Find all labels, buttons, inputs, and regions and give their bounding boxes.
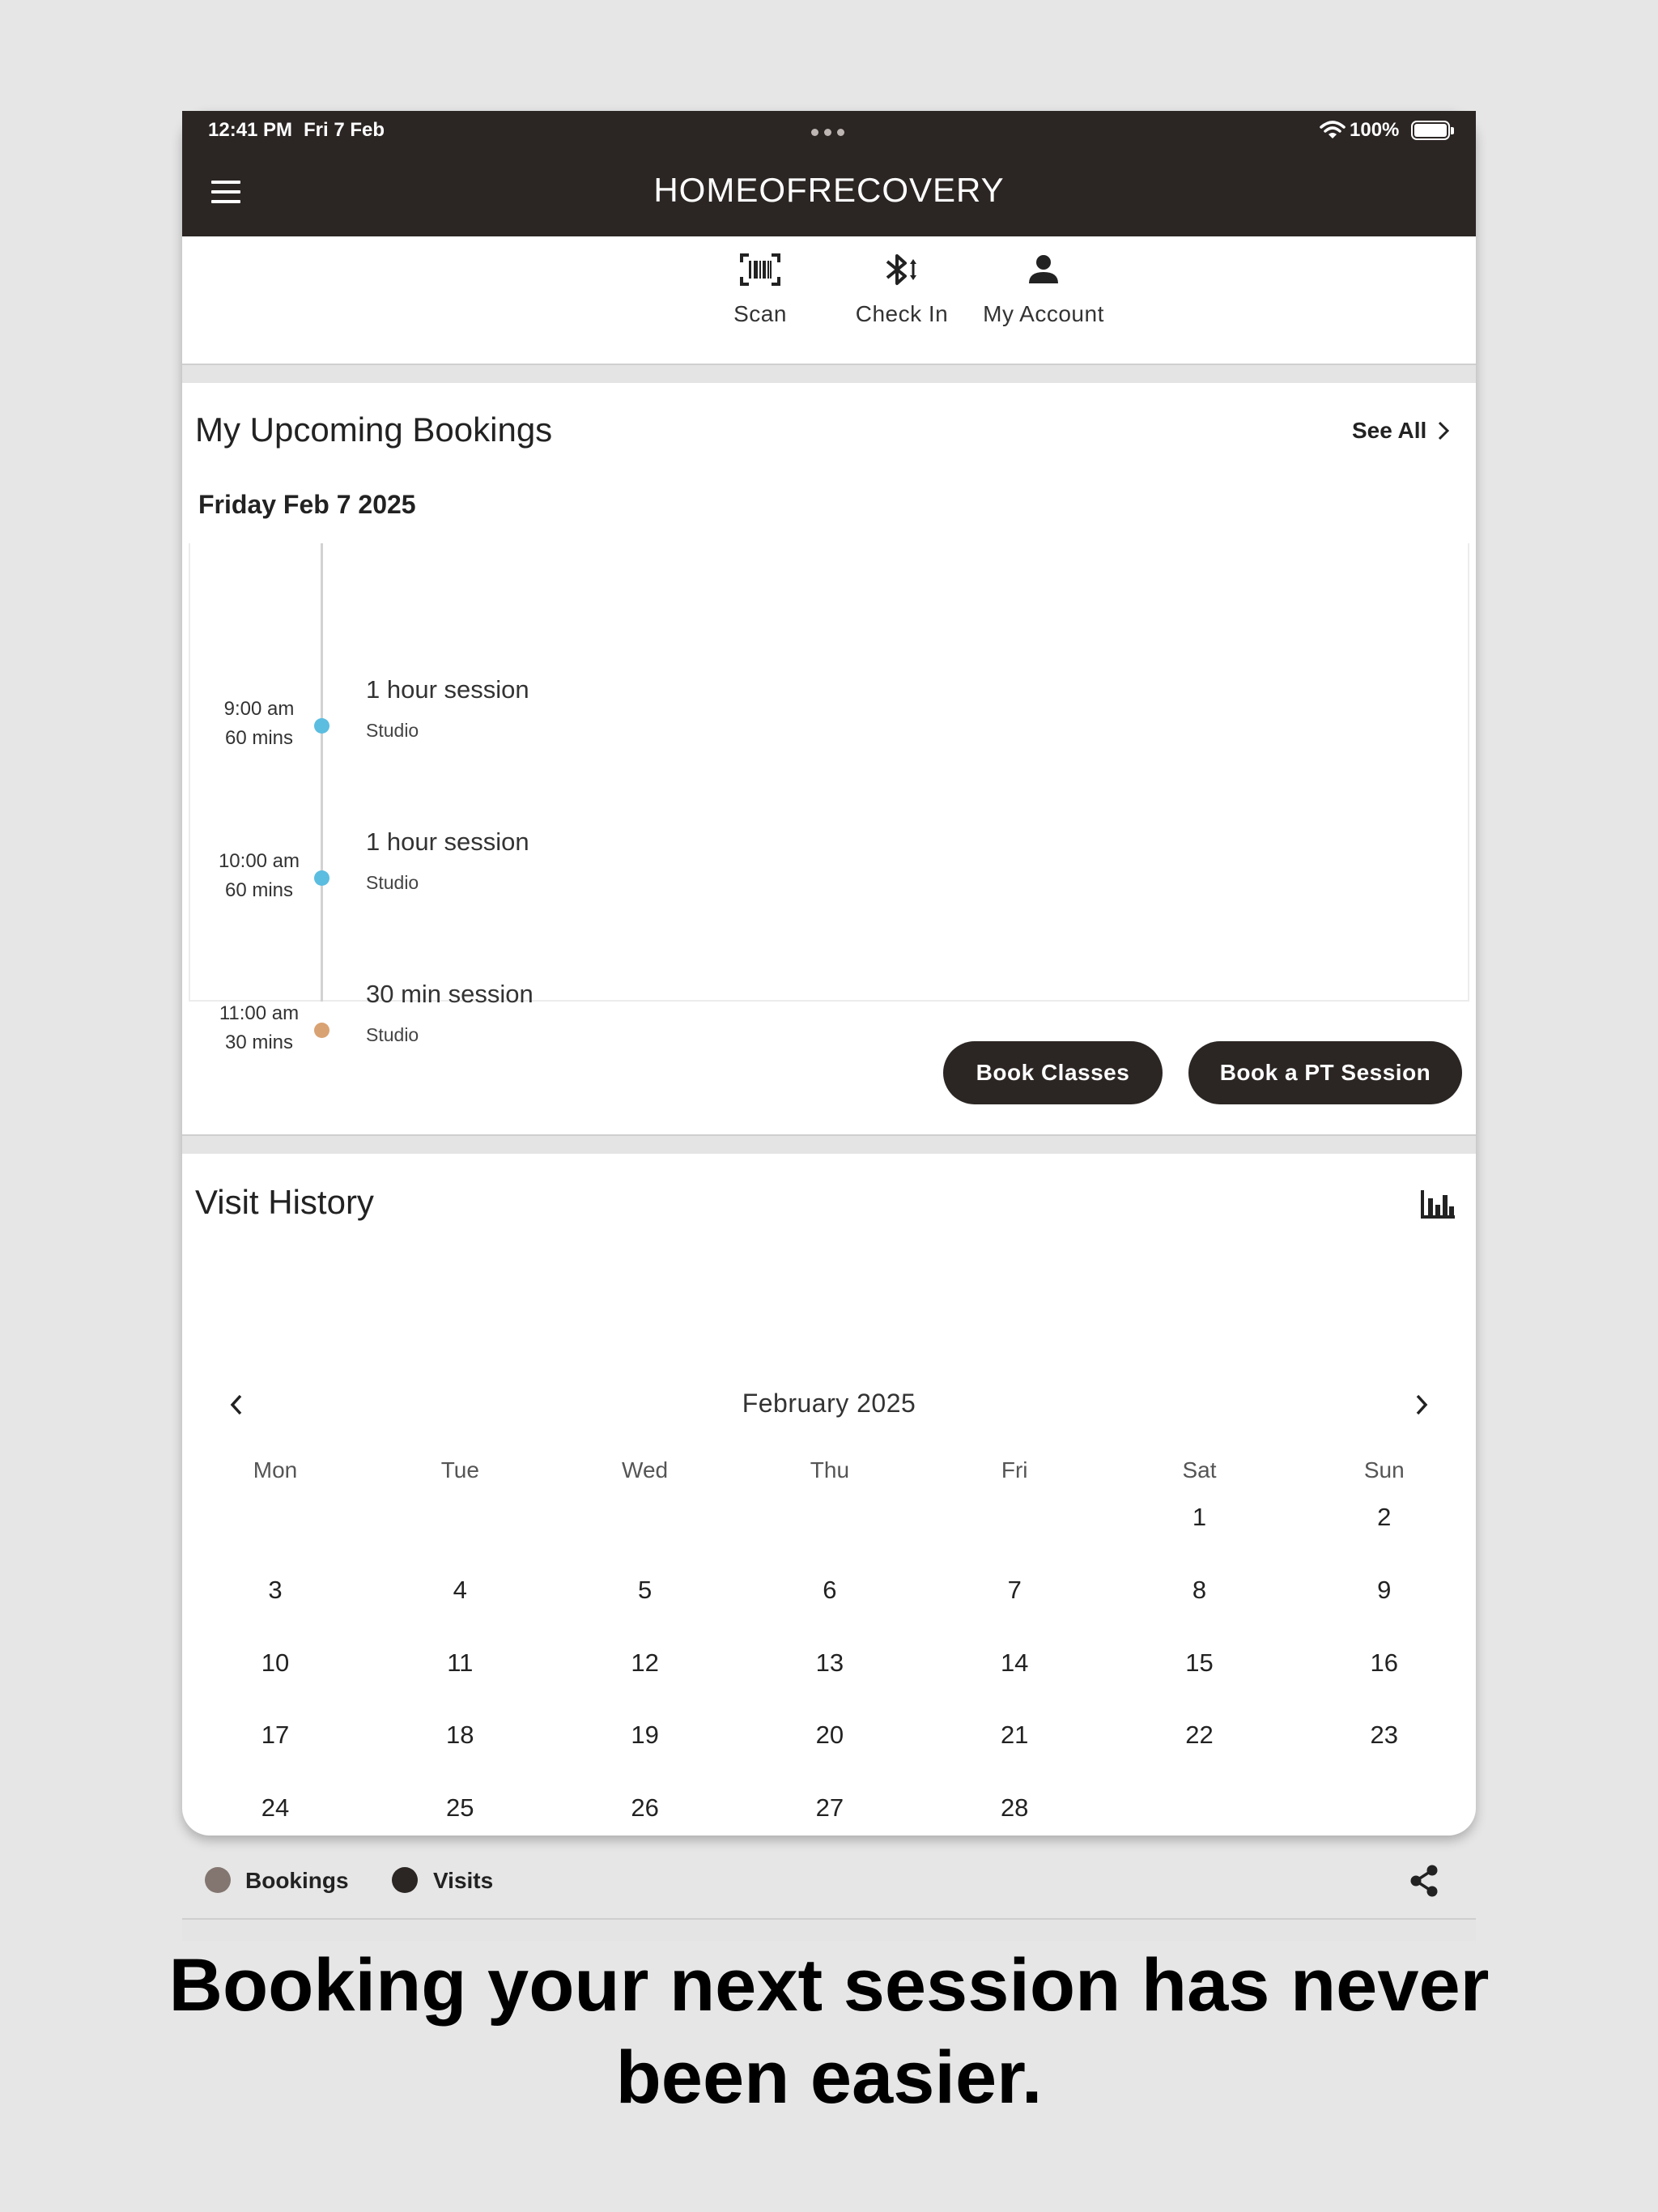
calendar-day[interactable]: 21 [1000, 1721, 1029, 1749]
calendar-day[interactable]: 5 [637, 1576, 653, 1604]
calendar-day[interactable]: 18 [446, 1721, 474, 1749]
weekday-label: Wed [622, 1457, 669, 1482]
bookings-timeline [189, 543, 1469, 1002]
session-name[interactable]: 1 hour session [366, 675, 529, 704]
section-divider [182, 364, 1476, 383]
visits-legend-dot [392, 1867, 418, 1893]
chevron-right-icon [1438, 421, 1449, 440]
bar-chart-icon[interactable] [1421, 1190, 1455, 1219]
person-icon [1027, 253, 1061, 287]
calendar-day[interactable]: 14 [1000, 1648, 1029, 1677]
session-duration: 60 mins [224, 879, 294, 901]
my-account-label: My Account [983, 301, 1104, 326]
weekday-label: Mon [253, 1457, 298, 1482]
session-duration: 30 mins [224, 1032, 294, 1053]
calendar-day[interactable]: 10 [261, 1648, 290, 1677]
bluetooth-transfer-icon [884, 253, 920, 287]
calendar-day[interactable]: 3 [268, 1576, 283, 1604]
weekday-label: Tue [440, 1457, 479, 1482]
scan-label: Scan [733, 301, 787, 326]
calendar-day[interactable]: 23 [1370, 1721, 1399, 1749]
check-in-label: Check In [855, 301, 949, 326]
session-name[interactable]: 30 min session [366, 980, 534, 1008]
calendar-day[interactable]: 2 [1377, 1503, 1392, 1531]
calendar-day[interactable]: 15 [1185, 1648, 1214, 1677]
app-screen [182, 111, 1476, 1893]
status-time: 12:41 PM [208, 119, 293, 141]
session-dot [314, 1023, 329, 1038]
calendar-day[interactable]: 8 [1192, 1576, 1207, 1604]
marketing-tagline [0, 1939, 1658, 2124]
weekday-label: Thu [810, 1457, 850, 1482]
weekday-label: Sun [1363, 1457, 1405, 1482]
calendar-day[interactable]: 19 [631, 1721, 659, 1749]
section-divider [182, 1918, 1476, 1941]
session-name[interactable]: 1 hour session [366, 827, 529, 856]
app-title: HOMEOFRECOVERY [653, 171, 1005, 209]
scan-button[interactable] [687, 253, 833, 327]
session-start: 10:00 am [218, 850, 300, 872]
multitasking-dots-icon[interactable] [811, 129, 844, 136]
calendar-day[interactable]: 22 [1185, 1721, 1214, 1749]
calendar-day[interactable]: 20 [815, 1721, 844, 1749]
session-location: Studio [366, 720, 419, 741]
session-time [206, 999, 312, 1057]
next-month-button[interactable] [1413, 1393, 1431, 1417]
calendar-day[interactable]: 28 [1000, 1793, 1029, 1822]
tagline-line-1: Booking your next session has never [168, 1944, 1490, 2027]
calendar-day[interactable]: 17 [261, 1721, 290, 1749]
status-date: Fri 7 Feb [304, 119, 385, 141]
quick-actions-bar [182, 236, 1476, 358]
share-icon[interactable] [1408, 1864, 1440, 1898]
see-all-link[interactable] [1352, 418, 1449, 444]
session-location: Studio [366, 1024, 419, 1045]
upcoming-bookings-title: My Upcoming Bookings [195, 410, 553, 449]
bookings-legend-label: Bookings [245, 1868, 349, 1893]
session-dot [314, 870, 329, 886]
calendar-day[interactable]: 11 [447, 1648, 474, 1677]
visits-legend-label: Visits [433, 1868, 494, 1893]
book-pt-session-button[interactable]: Book a PT Session [1188, 1041, 1462, 1104]
session-time [206, 847, 312, 905]
calendar-day[interactable]: 27 [815, 1793, 844, 1822]
session-dot [314, 718, 329, 734]
book-classes-button[interactable]: Book Classes [943, 1041, 1163, 1104]
weekday-label: Fri [1001, 1457, 1028, 1482]
session-start: 11:00 am [219, 1002, 300, 1024]
battery-icon [1411, 121, 1450, 140]
weekday-label: Sat [1182, 1457, 1217, 1482]
calendar-day[interactable]: 26 [631, 1793, 659, 1822]
check-in-button[interactable] [829, 253, 975, 327]
calendar-month-label: February 2025 [742, 1389, 916, 1418]
calendar-day[interactable]: 4 [453, 1576, 467, 1604]
my-account-button[interactable] [971, 253, 1116, 327]
calendar-day[interactable]: 6 [823, 1576, 837, 1604]
calendar-day[interactable]: 24 [261, 1793, 290, 1822]
tagline-line-2: been easier. [615, 2036, 1043, 2119]
calendar-day[interactable]: 7 [1007, 1576, 1022, 1604]
calendar-day[interactable]: 16 [1370, 1648, 1399, 1677]
calendar-day[interactable]: 13 [815, 1648, 844, 1677]
calendar-day[interactable]: 1 [1192, 1503, 1207, 1531]
wifi-icon [1320, 121, 1346, 140]
section-divider [182, 1134, 1476, 1154]
barcode-scan-icon [739, 253, 781, 287]
timeline-line [321, 543, 323, 1002]
session-location: Studio [366, 872, 419, 893]
session-duration: 60 mins [224, 727, 294, 749]
see-all-label: See All [1352, 418, 1427, 443]
battery-percentage: 100% [1350, 119, 1400, 141]
top-bar [182, 111, 1476, 236]
bookings-legend-dot [205, 1867, 231, 1893]
visit-history-title: Visit History [195, 1183, 374, 1221]
calendar-day[interactable]: 9 [1377, 1576, 1392, 1604]
calendar-day[interactable]: 25 [446, 1793, 474, 1822]
calendar-day[interactable]: 12 [631, 1648, 659, 1677]
session-start: 9:00 am [223, 698, 295, 720]
session-time [206, 695, 312, 753]
booking-date-heading: Friday Feb 7 2025 [198, 490, 416, 519]
